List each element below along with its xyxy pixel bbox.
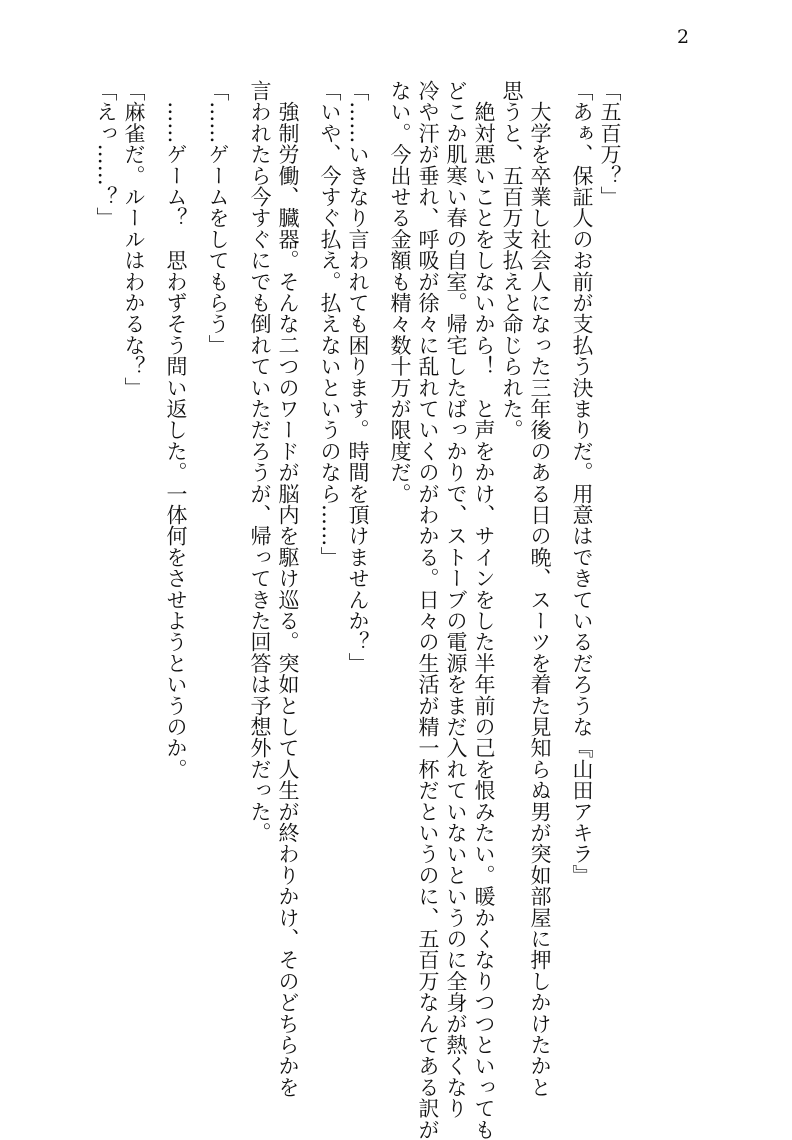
text-line: ない。今出せる金額も精々数十万が限度だ。: [388, 80, 412, 504]
text-line: 大学を卒業し社会人になった三年後のある日の晩、スーツを着た見知らぬ男が突如部屋に押しかけたかと: [528, 80, 552, 1098]
text-line: 冷や汗が垂れ、呼吸が徐々に乱れていくのがわかる。日々の生活が精一杯だというのに、五百万なんてある訳が: [416, 80, 440, 1140]
text-line: 「えっ……？」: [94, 80, 118, 229]
text-line: ……ゲーム？ 思わずそう問い返した。一体何をさせようというのか。: [164, 80, 188, 780]
text-line: 「あぁ、保証人のお前が支払う決まりだ。用意はできているだろうな『山田アキラ』: [570, 80, 594, 886]
text-line: 絶対悪いことをしないから！ と声をかけ、サインをした半年前の己を恨みたい。暖かくなりつつといっても: [472, 80, 496, 1140]
text-line: 「いや、今すぐ払え。払えないというのなら……」: [318, 80, 342, 568]
text-line: 思うと、五百万支払えと命じられた。: [500, 80, 524, 441]
text-line: 強制労働、臓器。そんな二つのワードが脳内を駆け巡る。突如として人生が終わりかけ、そのどちらかを: [276, 80, 300, 1098]
text-line: 「五百万？」: [598, 80, 622, 208]
vertical-text-body: [94, 80, 624, 1140]
text-line: 「……いきなり言われても困ります。時間を頂けませんか？」: [346, 80, 370, 674]
text-line: どこか肌寒い春の自室。帰宅したばっかりで、ストーブの電源をまだ入れていないというのに全身が熱くなり: [444, 80, 468, 1119]
page-number: 2: [676, 26, 690, 48]
text-line: 「……ゲームをしてもらう」: [206, 80, 230, 356]
text-line: 言われたら今すぐにでも倒れていただろうが、帰ってきた回答は予想外だった。: [248, 80, 272, 844]
text-line: 「麻雀だ。ルールはわかるな？」: [122, 80, 146, 398]
